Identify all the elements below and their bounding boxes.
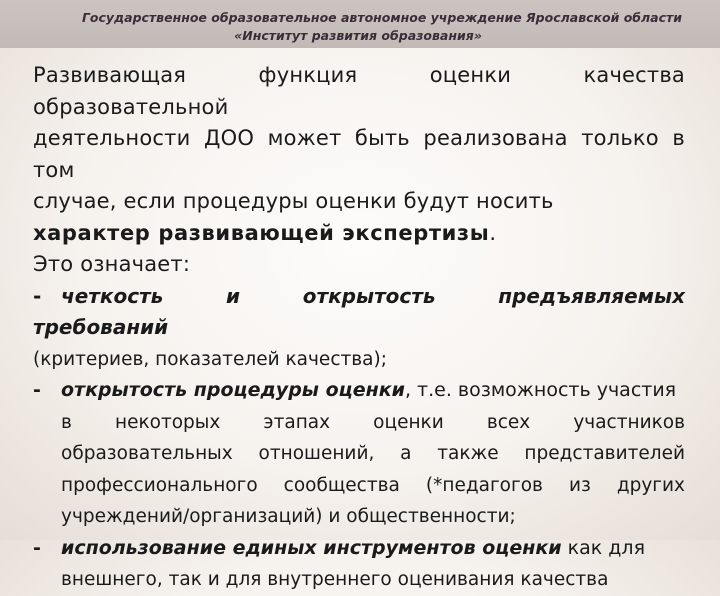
item3-after-term: как для [561,536,645,559]
bold-term: характер развивающей экспертизы [33,220,490,245]
item2-line-5: учреждений/организаций) и общественности; [61,506,516,527]
intro-line-1: Развивающая функция оценки качества образовательной [33,63,685,119]
institute-name: «Институт развития образования» [234,28,482,43]
means-label: Это означает: [33,252,191,276]
slide-body [33,60,685,596]
item2-after-term: , т.е. возможность участия [404,379,677,401]
item1-dash: - [33,283,42,308]
item3-term: использование единых инструментов оценки [61,536,562,559]
intro-line-4 [33,218,685,250]
item2-dash: - [33,379,41,401]
item3-dash: - [33,536,41,559]
intro-period: . [489,220,497,245]
item2-line-3: образовательных отношений, а также представителей [61,443,685,464]
item3-line-1 [33,533,685,565]
intro-line-2: деятельности ДОО может быть реализована только в том [33,126,685,182]
item3-line-2: внешнего, так и для внутреннего оценивания качества [61,569,609,590]
item1-line-2: (критериев, показателей качества); [33,348,387,370]
item1-line-1 [33,281,685,344]
header-banner [0,0,720,48]
organization-name: Государственное образовательное автономное учреждение Ярославской области [81,10,683,25]
item2-line-2: в некоторых этапах оценки всех участников [61,411,685,433]
intro-line-3: случае, если процедуры оценки будут носить [33,189,554,213]
item1-term: четкость и открытость предъявляемых требований [33,283,685,339]
item2-line-1 [33,375,685,407]
item2-line-4: профессионального сообщества (*педагогов из других [61,474,685,496]
item2-term: открытость процедуры оценки [61,379,405,401]
